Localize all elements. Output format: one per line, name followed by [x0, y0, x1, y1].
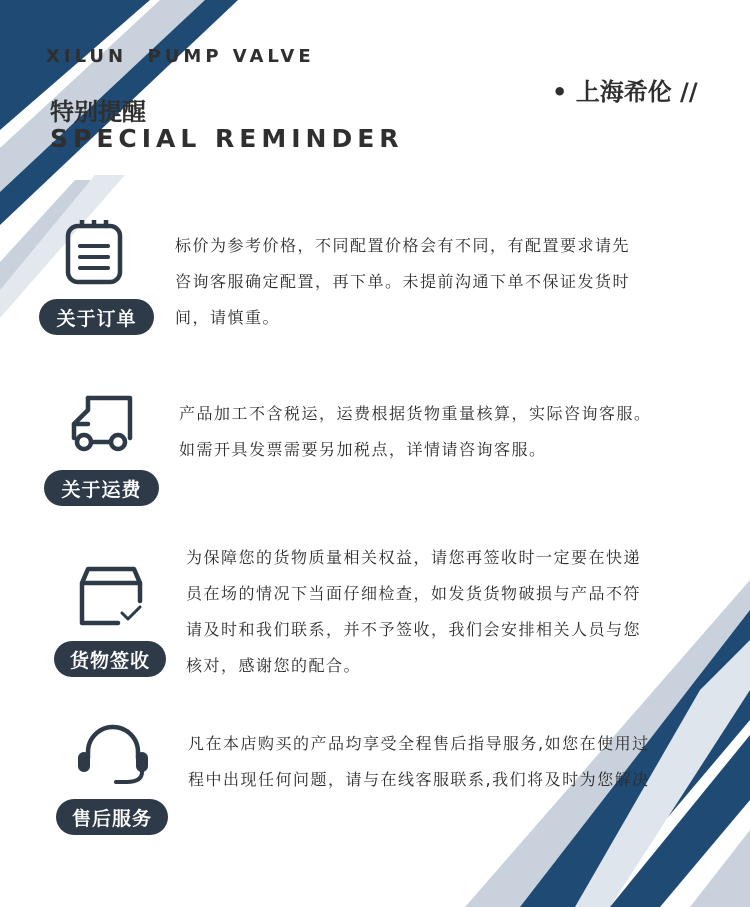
- section-label-order: 关于订单: [39, 299, 154, 335]
- text-line: 产品加工不含税运，运费根据货物重量核算，实际咨询客服。: [179, 404, 652, 423]
- section-label-after-sales: 售后服务: [56, 799, 168, 835]
- section-text-shipping: [179, 396, 724, 468]
- section-text-after-sales: [188, 726, 733, 798]
- company-name: • 上海希伦 //: [552, 78, 698, 106]
- text-line: 员在场的情况下当面仔细检查，如发货货物破损与产品不符: [186, 584, 642, 603]
- text-line: 如需开具发票需要另加税点，详情请咨询客服。: [179, 440, 547, 459]
- page-title-en: SPECIAL REMINDER: [50, 124, 404, 153]
- truck-icon: [66, 394, 136, 454]
- section-text-order: [175, 228, 715, 336]
- section-text-receipt: [186, 540, 716, 684]
- text-line: 间，请慎重。: [175, 308, 281, 327]
- text-line: 核对，感谢您的配合。: [186, 656, 362, 675]
- section-label-receipt: 货物签收: [54, 641, 166, 677]
- text-line: 标价为参考价格，不同配置价格会有不同，有配置要求请先: [175, 236, 631, 255]
- text-line: 为保障您的货物质量相关权益，请您再签收时一定要在快递: [186, 548, 642, 567]
- page-title-cn: 特别提醒: [50, 98, 146, 126]
- text-line: 凡在本店购买的产品均享受全程售后指导服务,如您在使用过: [188, 734, 650, 753]
- clipboard-icon: [64, 220, 124, 286]
- package-check-icon: [78, 565, 144, 627]
- headset-icon: [74, 722, 152, 786]
- text-line: 请及时和我们联系，并不予签收，我们会安排相关人员与您: [186, 620, 642, 639]
- section-label-shipping: 关于运费: [44, 470, 159, 506]
- text-line: 程中出现任何问题，请与在线客服联系,我们将及时为您解决: [188, 770, 650, 789]
- brand-name: XILUN PUMP VALVE: [46, 46, 315, 67]
- text-line: 咨询客服确定配置，再下单。未提前沟通下单不保证发货时: [175, 272, 631, 291]
